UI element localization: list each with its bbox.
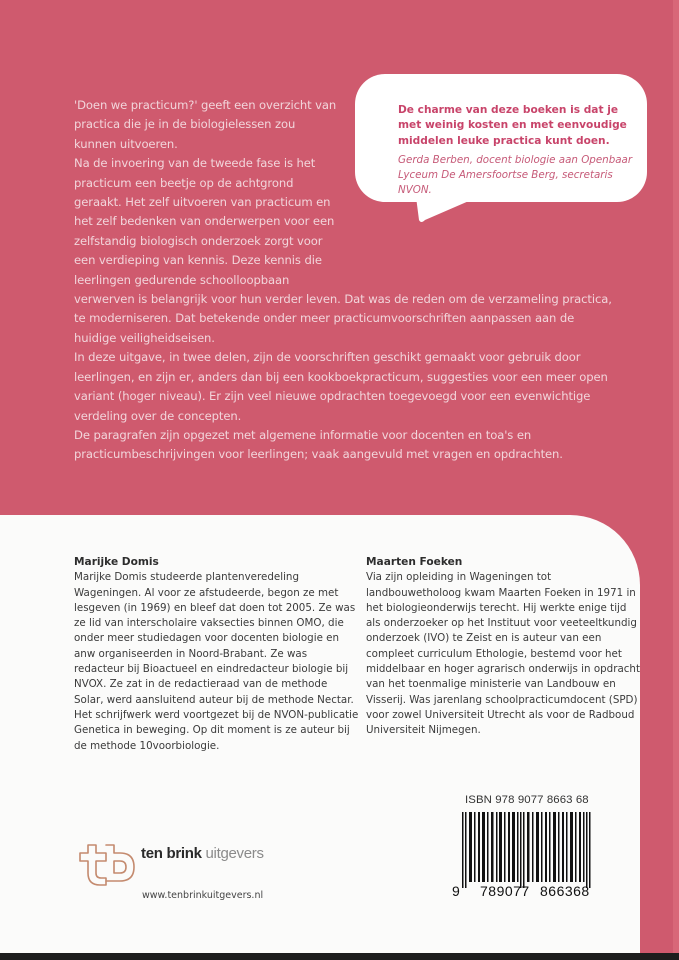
barcode-digit-first: 9 <box>452 883 461 899</box>
intro-paragraph: verwerven is belangrijk voor hun verder leven. Dat was de reden om de verzameling practica, te moderniseren. Dat betekende onder meer practicumvoorschriften aanpassen aan de huidige veiligheidseisen. <box>74 292 612 345</box>
intro-paragraph: De paragrafen zijn opgezet met algemene informatie voor docenten en toa's en practicumbeschrijvingen voor leerlingen; vaak aangevuld met vragen en opdrachten. <box>74 427 563 462</box>
quote-attribution: Gerda Berben, docent biologie aan Openbaar Lyceum De Amersfoortse Berg, secretaris NVON. <box>398 154 633 196</box>
author-name: Marijke Domis <box>74 556 159 568</box>
cover-edge <box>673 0 679 960</box>
publisher-name-bold: ten brink <box>141 845 202 862</box>
publisher-logo <box>76 840 346 886</box>
tb-monogram-icon <box>76 840 138 886</box>
author-bio-text: Via zijn opleiding in Wageningen tot landbouwetholoog kwam Maarten Foeken in 1971 in het biologieonderwijs terecht. Hij werkte enige tijd als onderzoeker op het Instituut voor veeteeltkundig onderzoek (IVO) te Zeist en is auteur van een compleet curriculum Ethologie, bestemd voor het middelbaar en hoger agrarisch onderwijs in opdracht van het toenmalige ministerie van Landbouw en Visserij. Was jarenlang schoolpracticumdocent (SPD) voor zowel Universiteit Utrecht als voor de Radboud Universiteit Nijmegen. <box>366 571 640 737</box>
quote-text: De charme van deze boeken is dat je met weinig kosten en met eenvoudige middelen leuke practica kunt doen. <box>398 104 627 147</box>
publisher-url[interactable]: www.tenbrinkuitgevers.nl <box>142 890 264 901</box>
intro-paragraph: Na de invoering van de tweede fase is het practicum een beetje op de achtgrond geraakt. Het zelf uitvoeren van practicum en het zelf bedenken van onderwerpen voor een zelfstandig biologisch onderzoek zorgt voor een verdieping van kennis. Deze kennis die leerlingen gedurende schoolloopbaan <box>74 156 335 287</box>
bottom-shadow <box>0 953 679 960</box>
barcode-icon <box>452 812 604 888</box>
author-bio-domis <box>74 555 359 754</box>
barcode-digits-left: 789077 <box>480 883 530 899</box>
isbn-label: ISBN 978 9077 8663 68 <box>465 794 589 806</box>
publisher-name-light: uitgevers <box>205 845 264 862</box>
author-bio-foeken <box>366 555 641 739</box>
publisher-name <box>141 845 264 862</box>
intro-paragraph: In deze uitgave, in twee delen, zijn de voorschriften geschikt gemaakt voor gebruik door leerlingen, en zijn er, anders dan bij een kookboekpracticum, suggesties voor een meer open variant (hoger niveau). Er zijn veel nieuwe opdrachten toegevoegd voor een evenwichtige verdeling over de concepten. <box>74 350 608 423</box>
quote-speech-bubble <box>355 74 647 244</box>
barcode-digits-right: 866368 <box>540 883 590 899</box>
author-name: Maarten Foeken <box>366 556 463 568</box>
author-bio-text: Marijke Domis studeerde plantenveredeling Wageningen. Al voor ze afstudeerde, begon ze met lesgeven (in 1969) en bleef dat doen tot 2005. Ze was ze lid van interscholaire vaksecties binnen OMO, die onder meer studiedagen voor docenten biologie en anw organiseerden in Noord-Brabant. Ze was redacteur bij Bioactueel en eindredacteur biologie bij NVOX. Ze zat in de redactieraad van de methode Solar, werd aansluitend auteur bij de methode Nectar. Het schrijfwerk werd voortgezet bij de NVON-publicatie Genetica in beweging. Op dit moment is ze auteur bij de methode 10voorbiologie. <box>74 571 359 752</box>
intro-paragraph: 'Doen we practicum?' geeft een overzicht van practica die je in de biologielessen zou kunnen uitvoeren. <box>74 98 337 151</box>
